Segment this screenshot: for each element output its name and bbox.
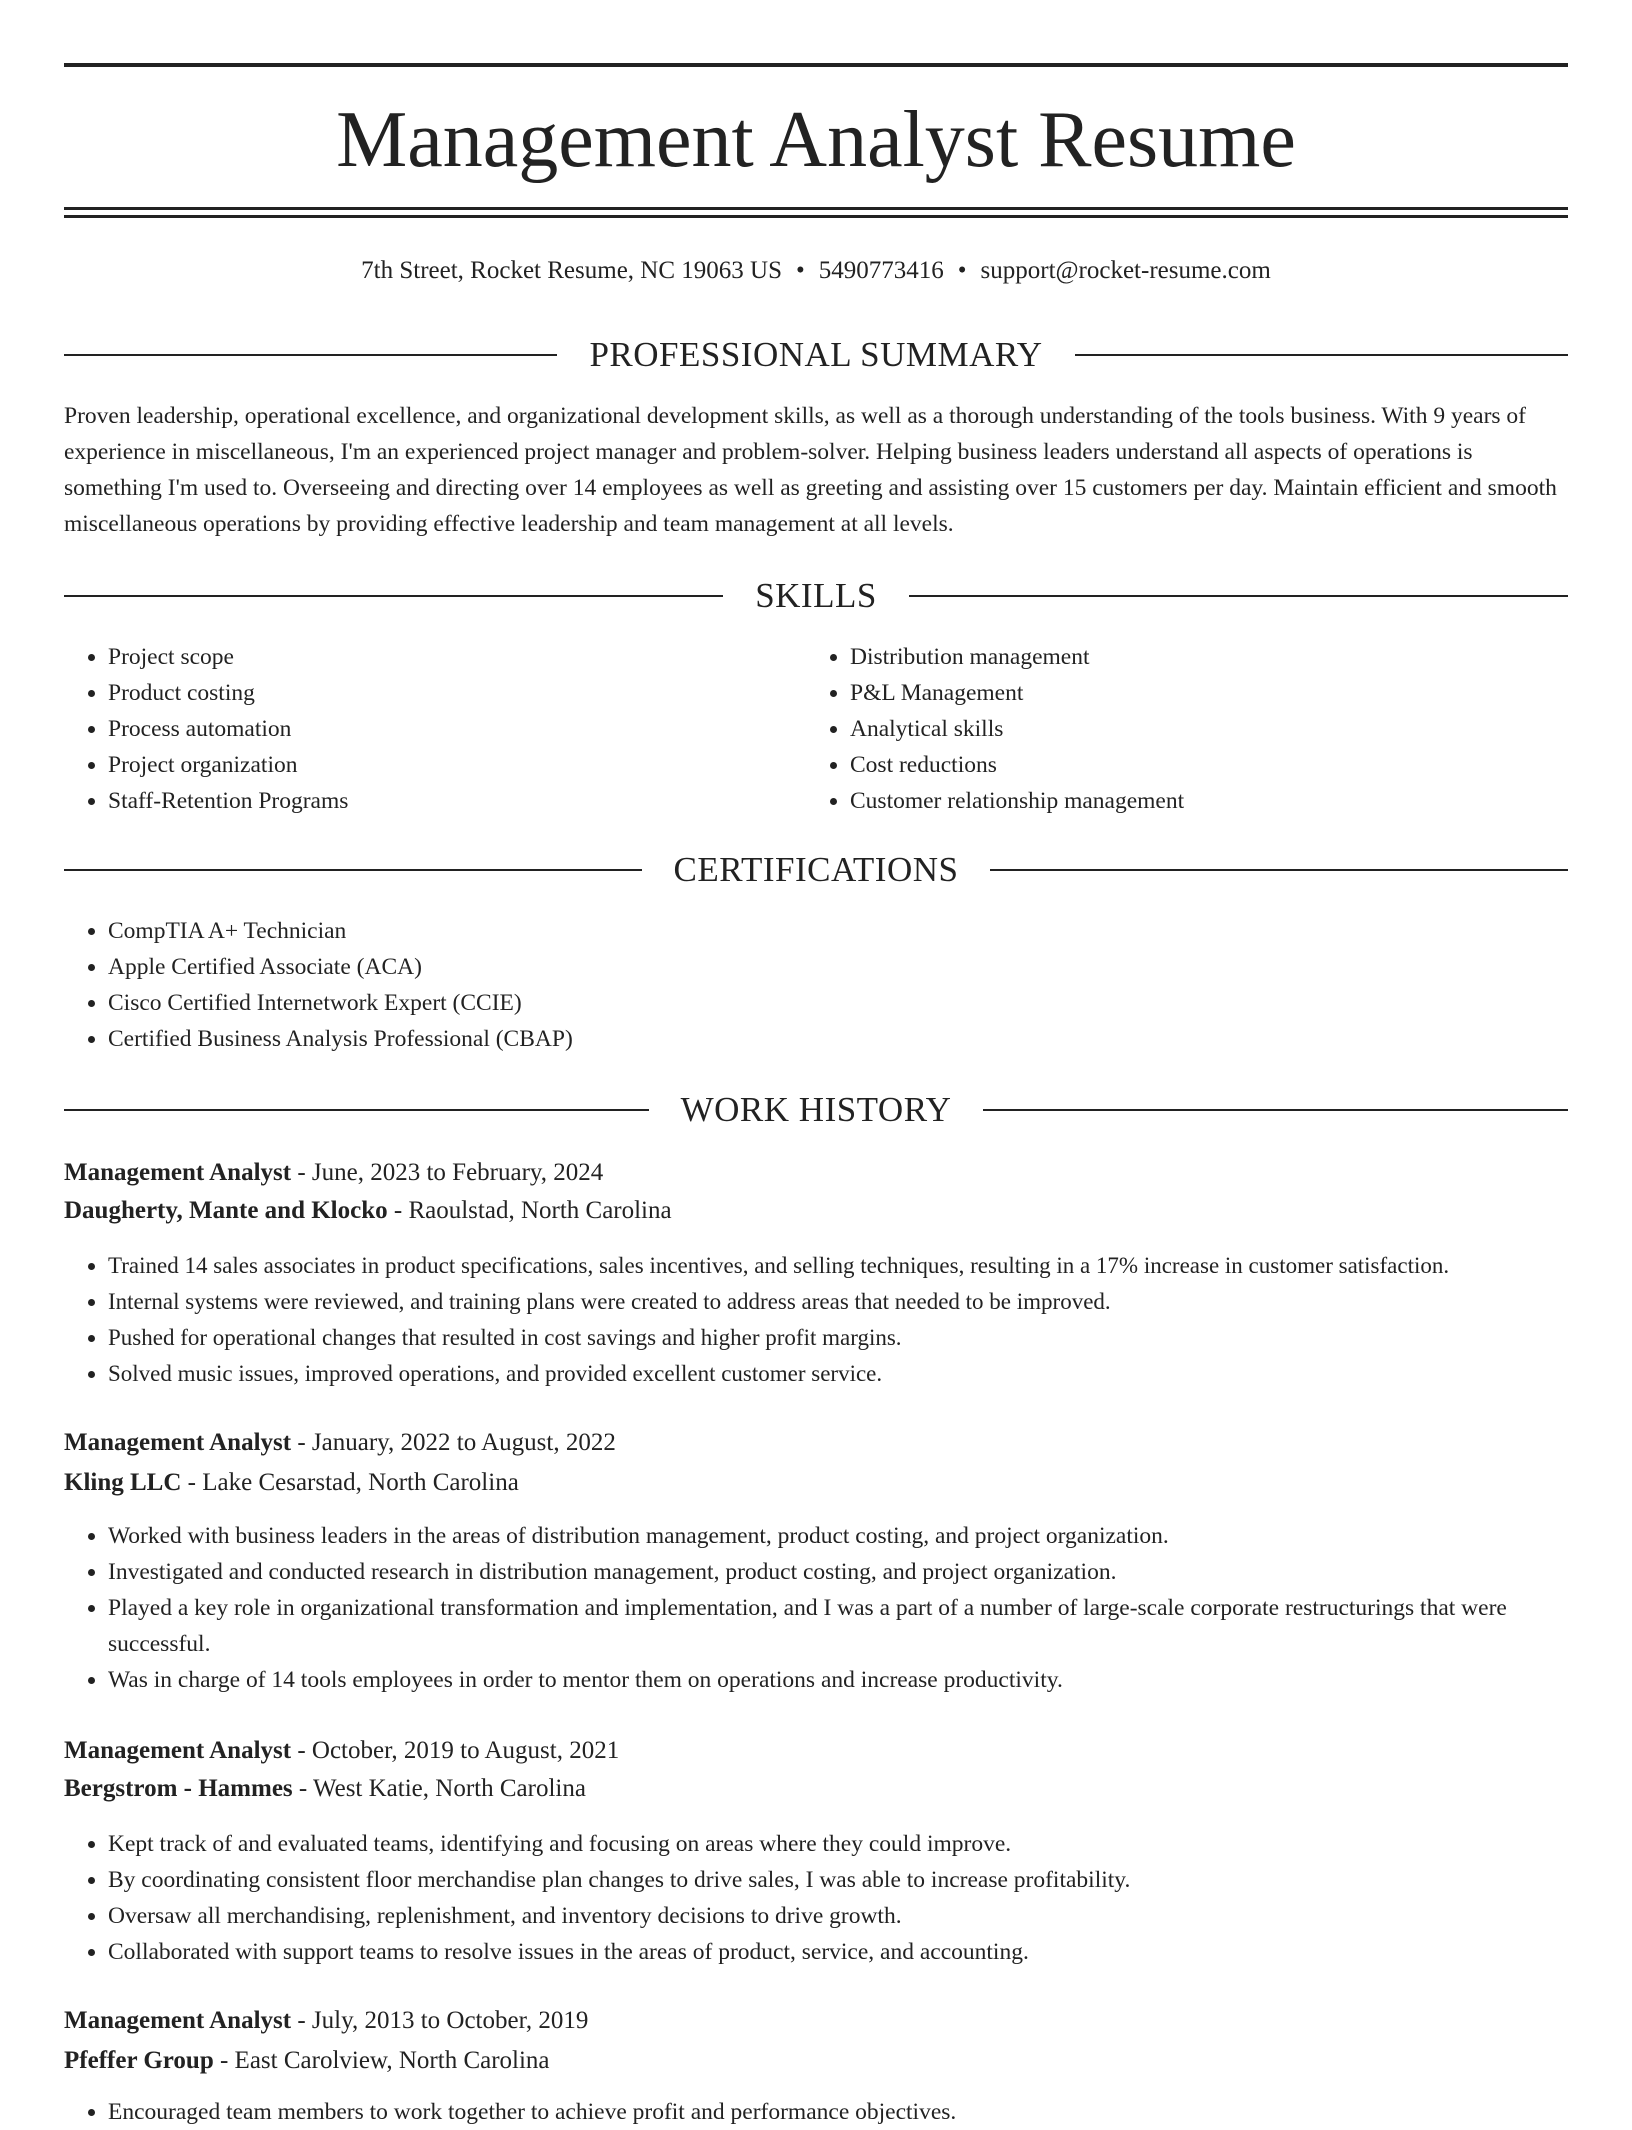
skill-item: • Project scope bbox=[108, 639, 808, 675]
section-heading-work-history bbox=[64, 1088, 1568, 1132]
job-company-line bbox=[64, 1466, 1568, 1500]
job-title: Management Analyst bbox=[64, 1737, 292, 1764]
job-bullets bbox=[64, 2094, 1608, 2130]
job-bullet: • Kept track of and evaluated teams, identifying and focusing on areas where they could improve. bbox=[108, 1826, 1608, 1862]
heading-label: PROFESSIONAL SUMMARY bbox=[589, 335, 1043, 374]
job-company-line bbox=[64, 1194, 1568, 1228]
job-bullet: • By coordinating consistent floor merchandise plan changes to drive sales, I was able to increase profitability. bbox=[108, 1862, 1608, 1898]
job-bullet: • Oversaw all merchandising, replenishment, and inventory decisions to drive growth. bbox=[108, 1898, 1608, 1934]
contact-email: support@rocket-resume.com bbox=[980, 257, 1271, 284]
skill-item: • Cost reductions bbox=[850, 747, 1550, 783]
job-company: Pfeffer Group bbox=[64, 2047, 214, 2074]
job-bullet: • Investigated and conducted research in distribution management, product costing, and project organization. bbox=[108, 1554, 1608, 1590]
heading-rule bbox=[64, 595, 723, 597]
skills-list-left bbox=[64, 639, 808, 819]
title-double-rule-lower bbox=[64, 215, 1568, 218]
job-company-line bbox=[64, 2044, 1568, 2078]
contact-separator: • bbox=[795, 257, 805, 284]
job-bullet: • Pushed for operational changes that resulted in cost savings and higher profit margins. bbox=[108, 1320, 1628, 1356]
heading-rule bbox=[64, 1109, 649, 1111]
job-title: Management Analyst bbox=[64, 1429, 292, 1456]
job-bullet: • Solved music issues, improved operations, and provided excellent customer service. bbox=[108, 1356, 1628, 1392]
job-title-line bbox=[64, 2004, 1568, 2038]
job-dates: - July, 2013 to October, 2019 bbox=[297, 2007, 589, 2034]
heading-rule bbox=[909, 595, 1568, 597]
job-bullet: • Collaborated with support teams to resolve issues in the areas of product, service, and accounting. bbox=[108, 1934, 1608, 1970]
resume-title: Management Analyst Resume bbox=[336, 96, 1296, 184]
section-heading-certifications bbox=[64, 848, 1568, 892]
certification-item: • Certified Business Analysis Professional (CBAP) bbox=[108, 1021, 1568, 1057]
job-bullets bbox=[64, 1518, 1608, 1698]
skill-item: • Product costing bbox=[108, 675, 808, 711]
title-double-rule-upper bbox=[64, 207, 1568, 210]
job-title: Management Analyst bbox=[64, 1159, 292, 1186]
contact-address: 7th Street, Rocket Resume, NC 19063 US bbox=[361, 257, 782, 284]
certification-item: • Cisco Certified Internetwork Expert (CCIE) bbox=[108, 985, 1568, 1021]
heading-rule bbox=[1075, 354, 1568, 356]
job-title-line bbox=[64, 1156, 1568, 1190]
job-company: Bergstrom - Hammes bbox=[64, 1775, 293, 1802]
skill-item: • Customer relationship management bbox=[850, 783, 1550, 819]
job-location: - Raoulstad, North Carolina bbox=[393, 1197, 672, 1224]
section-heading-skills bbox=[64, 574, 1568, 618]
job-location: - West Katie, North Carolina bbox=[298, 1775, 586, 1802]
job-title-line bbox=[64, 1734, 1568, 1768]
job-bullet: • Encouraged team members to work together to achieve profit and performance objectives. bbox=[108, 2094, 1608, 2130]
heading-rule bbox=[64, 869, 642, 871]
summary-paragraph: Proven leadership, operational excellence, and organizational development skills, as well as a thorough understanding of the tools business. With 9 years of experience in miscellaneous, I'm an experienced project manager and problem-solver. Helping business leaders understand all aspects of operations is something I'm used to. Overseeing and directing over 14 employees as well as greeting and assisting over 15 customers per day. Maintain efficient and smooth miscellaneous operations by providing effective leadership and team management at all levels. bbox=[64, 403, 1557, 537]
heading-rule bbox=[64, 354, 557, 356]
skill-item: • Process automation bbox=[108, 711, 808, 747]
skills-list-right bbox=[806, 639, 1550, 819]
job-bullets bbox=[64, 1248, 1628, 1392]
job-dates: - June, 2023 to February, 2024 bbox=[297, 1159, 604, 1186]
certification-item: • Apple Certified Associate (ACA) bbox=[108, 949, 1568, 985]
job-location: - Lake Cesarstad, North Carolina bbox=[187, 1469, 519, 1496]
skill-item: • Analytical skills bbox=[850, 711, 1550, 747]
job-title: Management Analyst bbox=[64, 2007, 292, 2034]
heading-label: WORK HISTORY bbox=[680, 1090, 952, 1129]
skill-item: • Project organization bbox=[108, 747, 808, 783]
certification-item: • CompTIA A+ Technician bbox=[108, 913, 1568, 949]
job-bullet: • Trained 14 sales associates in product specifications, sales incentives, and selling techniques, resulting in a 17% increase in customer satisfaction. bbox=[108, 1248, 1628, 1284]
skill-item: • P&L Management bbox=[850, 675, 1550, 711]
job-dates: - October, 2019 to August, 2021 bbox=[297, 1737, 620, 1764]
job-bullet: • Was in charge of 14 tools employees in order to mentor them on operations and increase productivity. bbox=[108, 1662, 1608, 1698]
job-bullet: • Internal systems were reviewed, and training plans were created to address areas that needed to be improved. bbox=[108, 1284, 1628, 1320]
heading-rule bbox=[990, 869, 1568, 871]
job-bullets bbox=[64, 1826, 1608, 1970]
contact-line bbox=[64, 254, 1568, 288]
job-company: Kling LLC bbox=[64, 1469, 182, 1496]
job-company: Daugherty, Mante and Klocko bbox=[64, 1197, 388, 1224]
top-rule bbox=[64, 63, 1568, 67]
contact-separator: • bbox=[957, 257, 967, 284]
job-company-line bbox=[64, 1772, 1568, 1806]
heading-rule bbox=[983, 1109, 1568, 1111]
job-bullet: • Played a key role in organizational transformation and implementation, and I was a part of a number of large-scale corporate restructurings that were successful. bbox=[108, 1590, 1608, 1662]
certifications-list bbox=[64, 913, 1568, 1057]
job-dates: - January, 2022 to August, 2022 bbox=[297, 1429, 616, 1456]
skill-item: • Distribution management bbox=[850, 639, 1550, 675]
skill-item: • Staff-Retention Programs bbox=[108, 783, 808, 819]
job-title-line bbox=[64, 1426, 1568, 1460]
job-location: - East Carolview, North Carolina bbox=[219, 2047, 550, 2074]
heading-label: SKILLS bbox=[755, 576, 877, 615]
heading-label: CERTIFICATIONS bbox=[673, 850, 959, 889]
contact-phone: 5490773416 bbox=[818, 257, 944, 284]
section-heading-summary bbox=[64, 333, 1568, 377]
job-bullet: • Worked with business leaders in the areas of distribution management, product costing, and project organization. bbox=[108, 1518, 1608, 1554]
